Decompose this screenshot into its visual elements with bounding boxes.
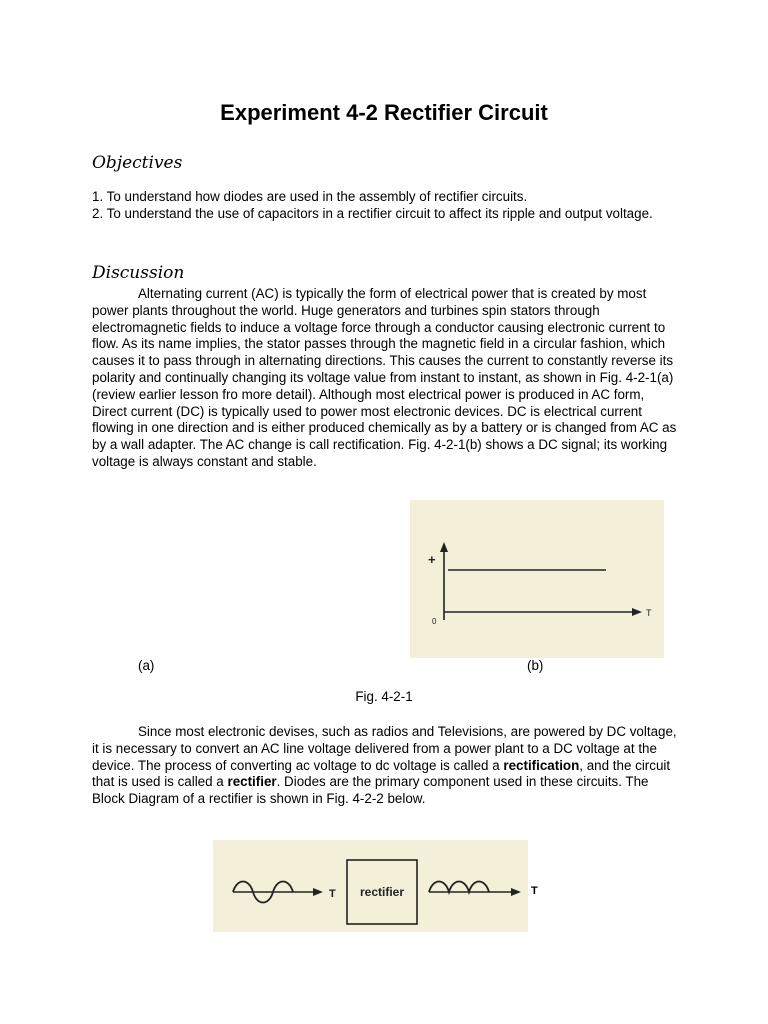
output-arrow bbox=[511, 888, 521, 896]
plus-label: + bbox=[428, 552, 436, 567]
discussion-paragraph-1: Alternating current (AC) is typically the form of electrical power that is created by most power plants throughout the world. Huge generators and turbines spin stators through electromagnetic fields to induce a voltage force through a conductor causing electronic current to flow. As its name implies, the stator passes through the magnetic field in a circular fashion, which causes it to pass through in alternating directions. This causes the current to constantly reverse its polarity and continually changing its voltage value from instant to instant, as shown in Fig. 4-2-1(a) (review earlier lesson fro more detail). Although most electrical power is produced in AC form, Direct current (DC) is typically used to power most electronic devices. DC is electrical current flowing in one direction and is either produced chemically as by a battery or is changed from AC as by a wall adapter. The AC change is call rectification. Fig. 4-2-1(b) shows a DC signal; its working voltage is always constant and stable. bbox=[92, 286, 677, 469]
term-rectification: rectification bbox=[503, 757, 580, 773]
rectifier-block-label: rectifier bbox=[359, 885, 405, 899]
objective-item: 1. To understand how diodes are used in the assembly of rectifier circuits. bbox=[92, 189, 528, 204]
input-t-label: T bbox=[329, 888, 336, 900]
input-arrow bbox=[313, 888, 323, 896]
figure-caption: Fig. 4-2-1 bbox=[355, 689, 413, 704]
zero-label: 0 bbox=[432, 617, 437, 626]
figure-label-b: (b) bbox=[527, 658, 544, 673]
figure-dc-signal bbox=[410, 500, 664, 658]
objectives-list bbox=[92, 188, 692, 222]
y-axis-arrow bbox=[440, 542, 448, 552]
x-axis-arrow bbox=[632, 608, 642, 616]
block-diagram-graph bbox=[213, 840, 528, 932]
dc-signal-graph bbox=[410, 500, 664, 658]
objectives-heading: Objectives bbox=[92, 153, 183, 173]
term-rectifier: rectifier bbox=[227, 774, 277, 790]
rectified-wave bbox=[429, 882, 489, 893]
discussion-heading: Discussion bbox=[92, 263, 185, 283]
page-title: Experiment 4-2 Rectifier Circuit bbox=[220, 100, 548, 125]
discussion-paragraph-2: Since most electronic devises, such as radios and Televisions, are powered by DC voltage, it is necessary to convert an AC line voltage delivered from a power plant to a DC voltage at the device. The process of converting ac voltage to dc voltage is called a rectification, and the circuit that is used is called a rectifier. Diodes are the primary component used in these circuits. The Block Diagram of a rectifier is shown in Fig. 4-2-2 below. bbox=[92, 724, 677, 807]
t-axis-label: T bbox=[646, 608, 652, 618]
objective-item: 2. To understand the use of capacitors in a rectifier circuit to affect its ripple and output voltage. bbox=[92, 206, 653, 221]
figure-label-a: (a) bbox=[138, 658, 155, 673]
figure-rectifier-block-diagram bbox=[213, 840, 538, 932]
output-t-label: T bbox=[531, 885, 538, 897]
